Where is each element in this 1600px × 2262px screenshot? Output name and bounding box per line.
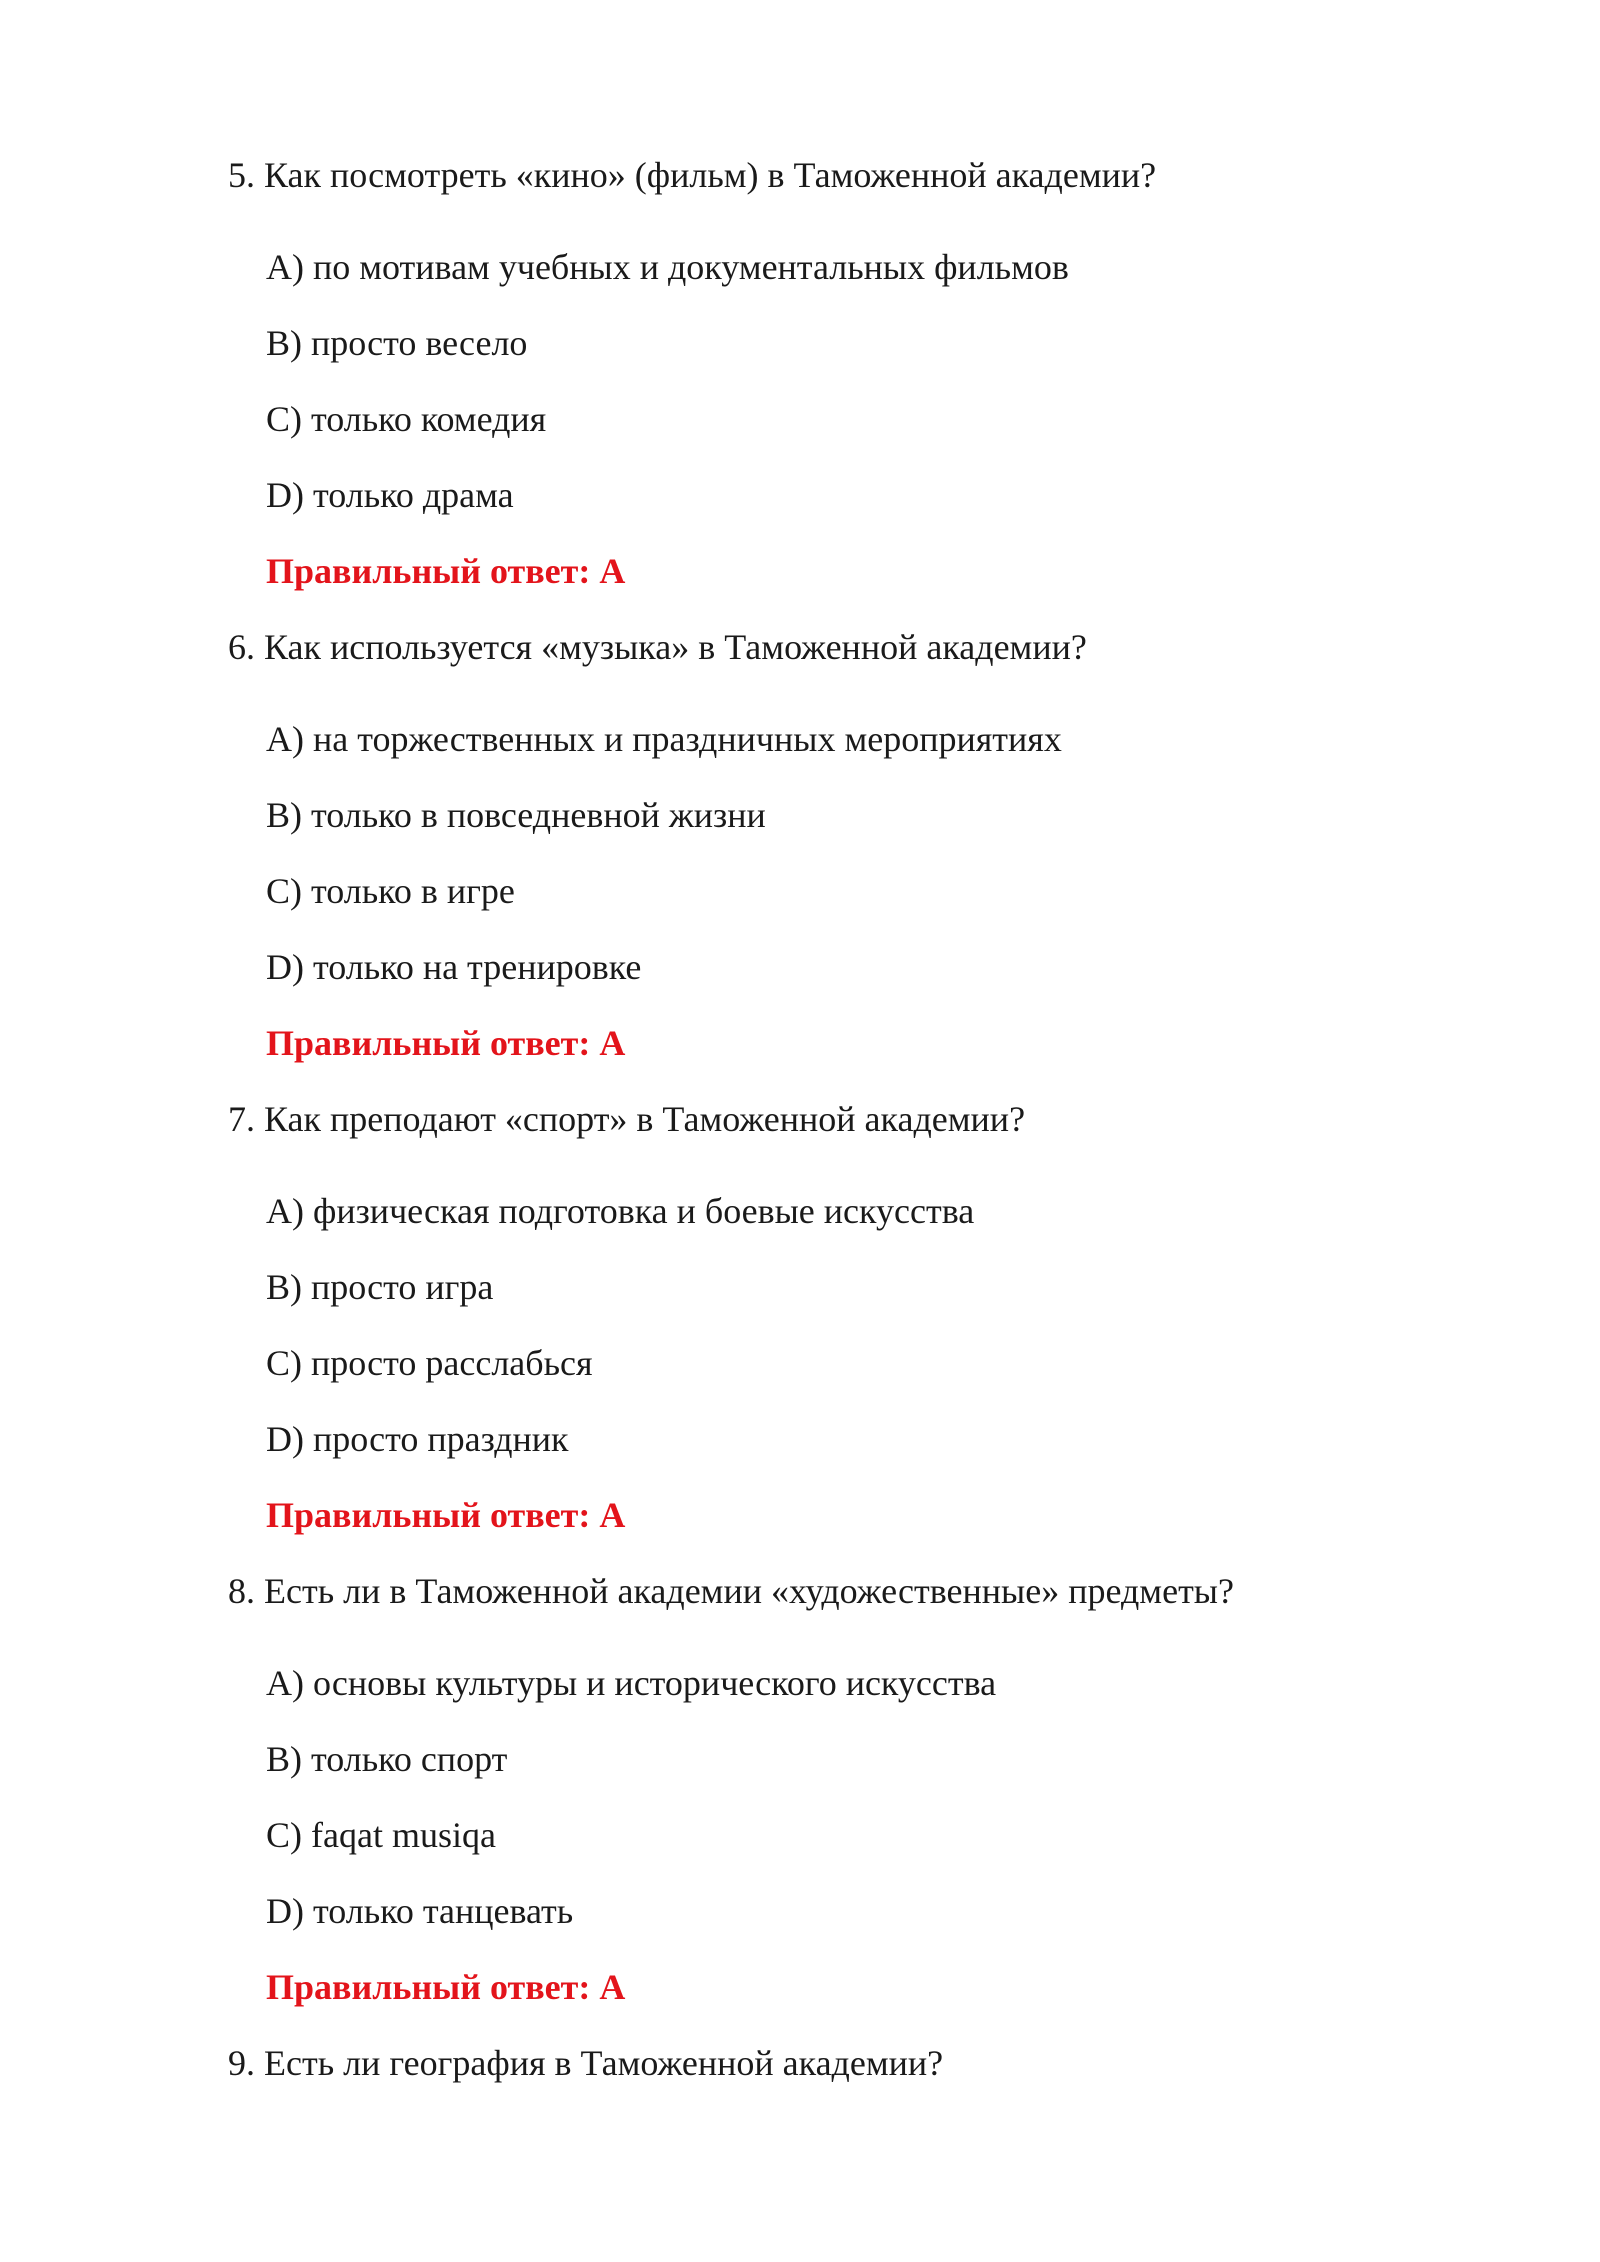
question-8: 8. Есть ли в Таможенной академии «художественные» предметы? [228,1571,1234,1611]
question-6-option-a: A) на торжественных и праздничных мероприятиях [266,719,1062,759]
question-8-option-a: A) основы культуры и исторического искусства [266,1663,997,1703]
question-7-option-d: D) просто праздник [266,1419,569,1459]
question-8-option-d: D) только танцевать [266,1891,574,1931]
question-7-answer: Правильный ответ: A [266,1495,626,1535]
question-5-option-a: A) по мотивам учебных и документальных фильмов [266,247,1069,287]
question-7-option-a: A) физическая подготовка и боевые искусства [266,1191,975,1231]
question-8-option-c: C) faqat musiqa [266,1815,496,1855]
question-9: 9. Есть ли география в Таможенной академии? [228,2043,944,2083]
question-8-option-b: B) только спорт [266,1739,508,1779]
question-6-option-c: C) только в игре [266,871,515,911]
question-7-option-c: C) просто расслабься [266,1343,593,1383]
question-5: 5. Как посмотреть «кино» (фильм) в Таможенной академии? [228,155,1157,195]
question-5-option-b: B) просто весело [266,323,528,363]
question-5-option-d: D) только драма [266,475,514,515]
question-7-option-b: B) просто игра [266,1267,494,1307]
question-6-option-d: D) только на тренировке [266,947,642,987]
question-6: 6. Как используется «музыка» в Таможенной академии? [228,627,1087,667]
question-6-answer: Правильный ответ: A [266,1023,626,1063]
question-8-answer: Правильный ответ: A [266,1967,626,2007]
question-5-option-c: C) только комедия [266,399,547,439]
question-7: 7. Как преподают «спорт» в Таможенной академии? [228,1099,1026,1139]
question-6-option-b: B) только в повседневной жизни [266,795,766,835]
question-5-answer: Правильный ответ: A [266,551,626,591]
